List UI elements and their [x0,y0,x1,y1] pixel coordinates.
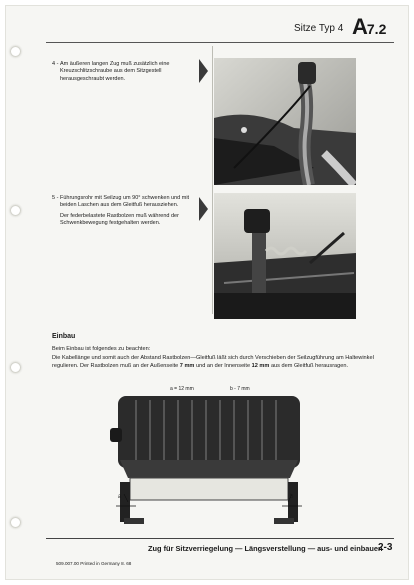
step-text: Führungsrohr mit Seilzug um 90° schwenken und mit beiden Laschen aus dem Gleitfuß herausziehen. [60,195,190,209]
binder-hole [10,362,21,373]
inner-dimension: 12 mm [251,362,270,369]
step-4 [52,61,200,86]
step-text: Am äußeren langen Zug muß zusätzlich eine Kreuzschlitzschraube aus dem Sitzgestell herausgeschraubt werden. [60,61,170,82]
header-rule [46,42,394,43]
photo-step-5-graphic [214,193,356,319]
outer-dimension: 7 mm [179,362,195,369]
binder-hole [10,205,21,216]
install-text: und an der Innenseite [194,362,252,369]
dimension-b-marker: b [290,494,294,500]
seat-illustration [106,394,312,532]
binder-hole [10,517,21,528]
photo-step-4 [214,58,356,185]
section-letter: A [352,14,367,39]
step-5 [52,195,200,231]
page-header-title: Sitze Typ 4 [294,23,344,34]
footer-rule [46,538,394,539]
binder-hole [10,46,21,57]
print-info: 509.007.00 Printed in Germany 8. 68 [56,561,132,566]
footer-title: Zug für Sitzverriegelung — Längsverstellung — aus- und einbauen [148,544,383,553]
seat-figure [106,394,312,532]
pointer-arrow [199,59,208,83]
section-intro: Beim Einbau ist folgendes zu beachten: [52,346,151,352]
dimension-a-label: a = 12 mm [170,386,194,392]
dimension-b-label: b - 7 mm [230,386,250,392]
dimension-a-marker: a [118,494,122,500]
column-divider [212,46,213,314]
photo-step-5 [214,193,356,319]
install-text: Die Kabellänge und somit auch der Abstand Rastbolzen—Gleitfuß läßt sich durch Verschieben der Seilzugführung am Haltewinkel regulieren. Der Rastbolzen muß an der Außenseite [52,355,374,369]
photo-step-4-graphic [214,58,356,185]
section-number: 7.2 [366,21,387,37]
install-instructions [52,355,374,371]
section-code [352,14,386,40]
step-number: 4 - [52,61,59,67]
pointer-arrow [199,197,208,221]
step-note: Der federbelastete Rastbolzen muß während der Schwenkbewegung festgehalten werden. [60,212,179,227]
section-heading: Einbau [52,333,76,340]
install-text: aus dem Gleitfuß herausragen. [269,362,349,369]
step-number: 5 - [52,195,59,201]
page-number: 2-3 [378,542,393,553]
